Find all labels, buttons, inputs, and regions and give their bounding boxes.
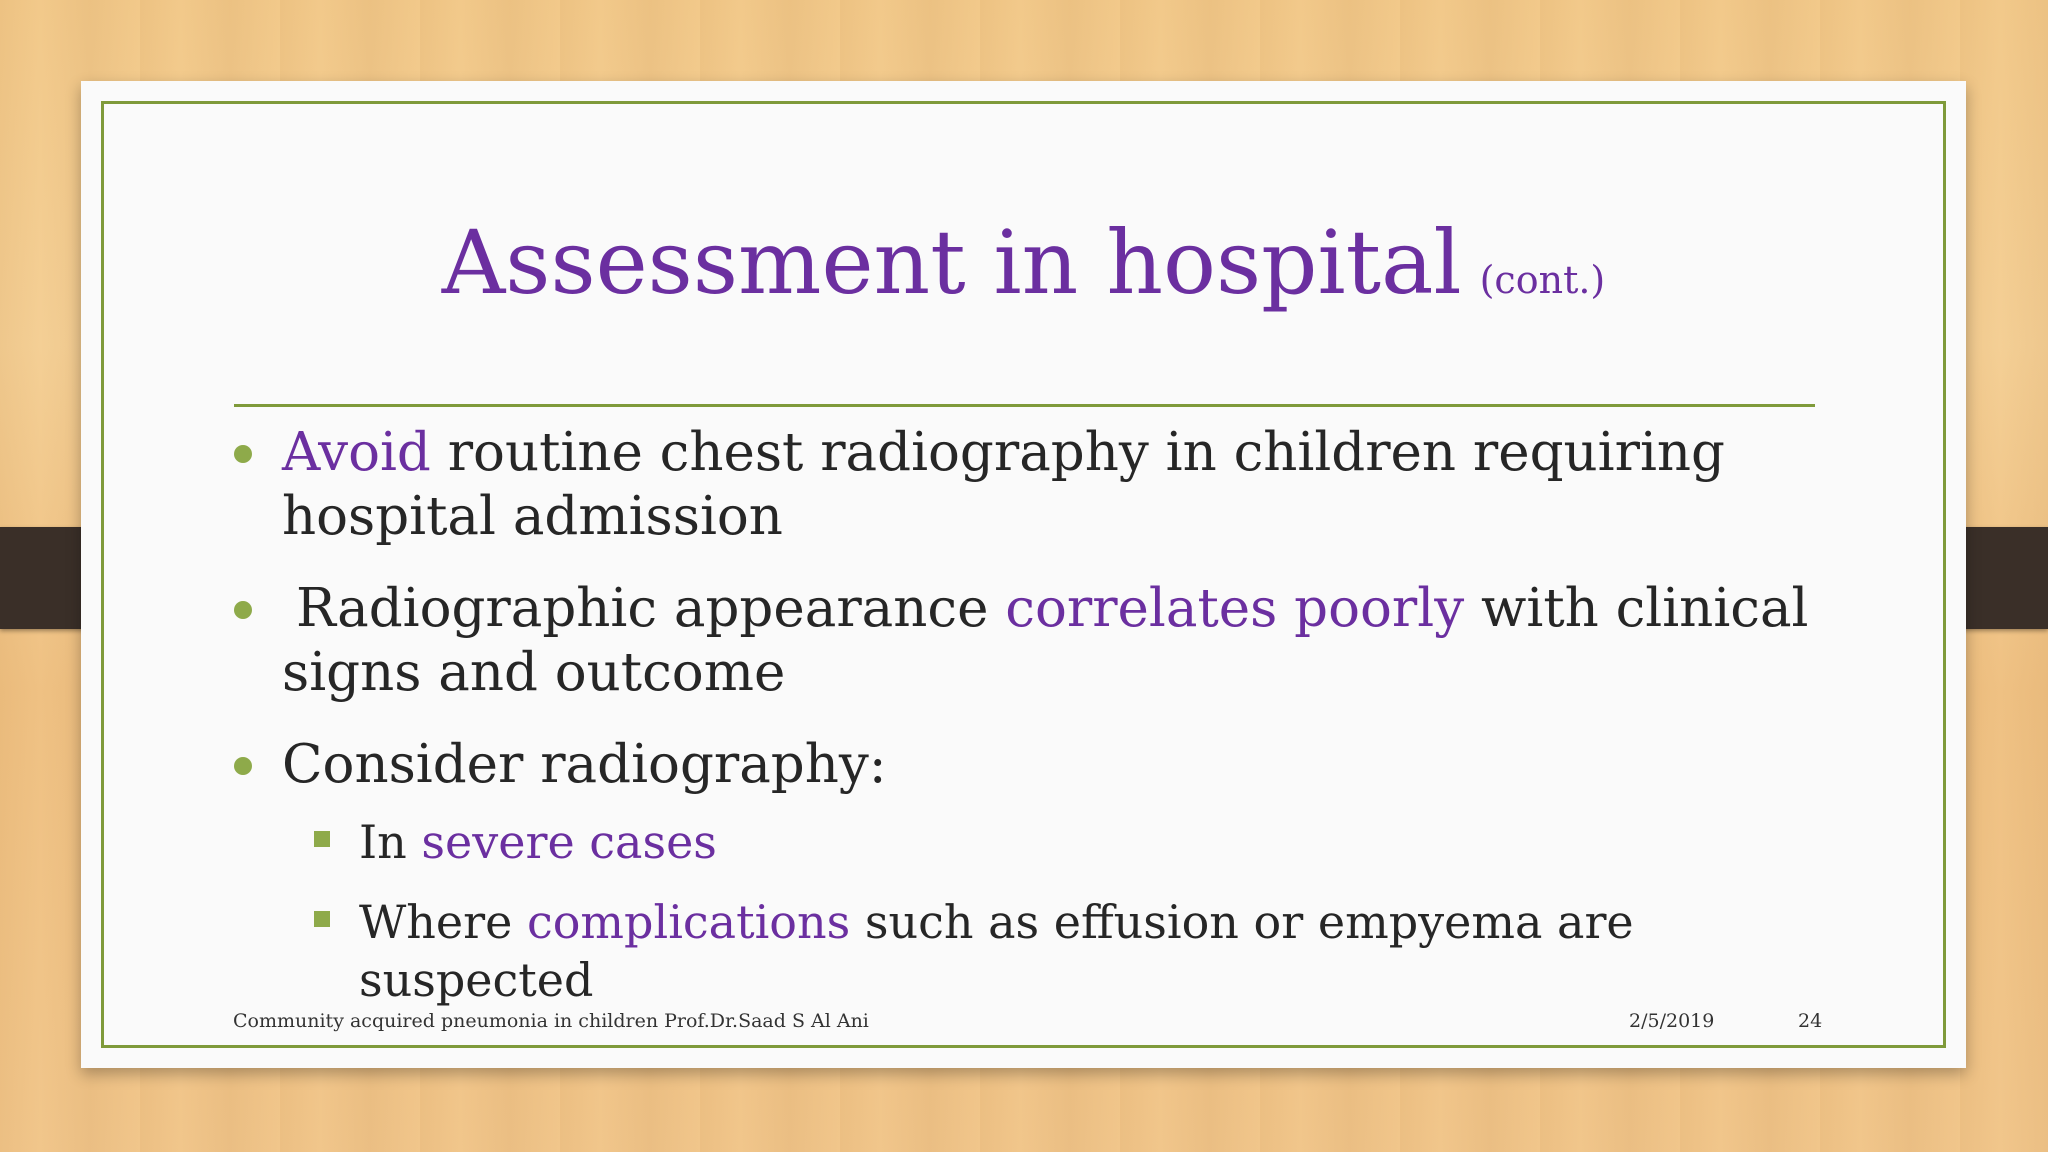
- footer-text: Community acquired pneumonia in children Prof.Dr.Saad S Al Ani: [233, 1010, 869, 1032]
- slide-title: [81, 211, 1966, 314]
- sub-bullet-item: [234, 813, 1834, 871]
- title-main: Assessment in hospital: [441, 211, 1462, 314]
- slide-number: 24: [1798, 1010, 1823, 1032]
- bullet-dot-icon: [234, 601, 252, 619]
- bullet-text-pre: Radiographic appearance: [296, 578, 1006, 639]
- sub-bullet-text-pre: Where: [359, 895, 527, 949]
- bullet-text-post: with clinical signs and outcome: [282, 578, 1809, 703]
- title-suffix: (cont.): [1479, 258, 1606, 302]
- bullet-highlight: Avoid: [282, 422, 431, 483]
- sub-bullet-text-post: such as effusion or empyema are suspected: [359, 895, 1634, 1007]
- bullet-item: [234, 733, 1834, 797]
- sub-bullet-highlight: severe cases: [421, 815, 717, 869]
- bullet-item: [234, 421, 1834, 549]
- bullet-item: [234, 577, 1834, 705]
- slide: [81, 81, 1966, 1068]
- bullet-list: [234, 421, 1834, 1031]
- bullet-text-pre: Consider radiography:: [282, 734, 887, 795]
- bullet-highlight: correlates poorly: [1005, 578, 1465, 639]
- sub-bullet-text-pre: In: [359, 815, 422, 869]
- square-bullet-icon: [314, 831, 330, 847]
- footer-date: 2/5/2019: [1629, 1010, 1715, 1032]
- bullet-dot-icon: [234, 757, 252, 775]
- bullet-dot-icon: [234, 445, 252, 463]
- bullet-text-post: routine chest radiography in children requiring hospital admission: [282, 422, 1725, 547]
- sub-bullet-highlight: complications: [526, 895, 851, 949]
- square-bullet-icon: [314, 911, 330, 927]
- title-divider: [234, 404, 1815, 407]
- sub-bullet-item: [234, 893, 1834, 1009]
